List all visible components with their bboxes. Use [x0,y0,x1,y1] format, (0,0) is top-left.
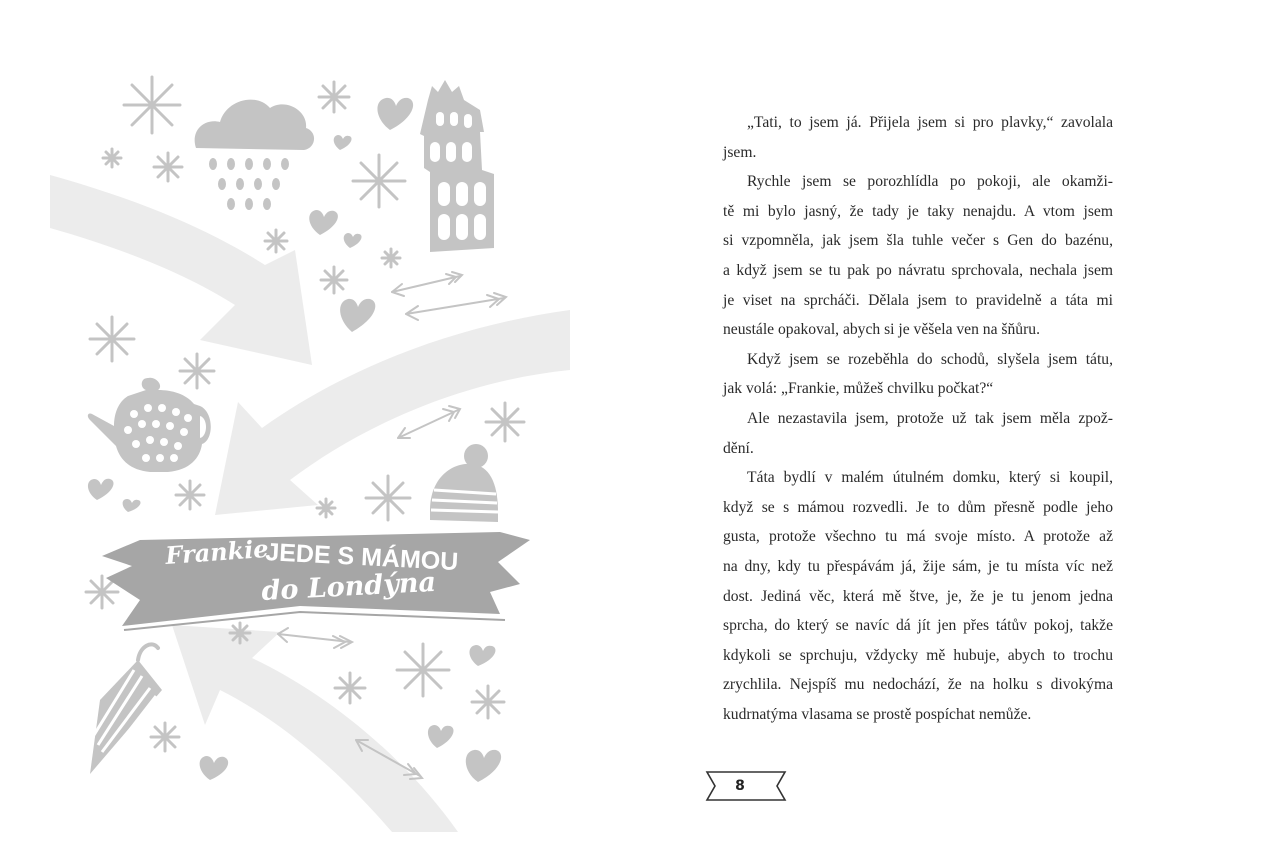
snowflake-icon [353,155,405,207]
text-line: si vzpomněla, jak jsem šla tuhle večer s Gen do bazénu, [723,232,1113,250]
text-line: Táta bydlí v malém útulném domku, který si koupil, [747,469,1113,487]
text-line: když se s mámou rozvedli. Je to dům přesně podle jeho [723,498,1113,516]
heart-icon [200,756,229,780]
snowflake-icon [366,476,410,520]
text-line: sprcha, do který se navíc dá jít jen přes tátův pokoj, takže [723,617,1113,635]
building-icon [420,80,494,252]
text-line: neustále opakoval, abych si je věšela ven na šňůru. [723,321,1040,339]
heart-icon [469,645,495,666]
text-line: tě mi bylo jasný, že tady je taky nenajdu. A vtom jsem [723,202,1113,220]
text-page [631,0,1262,866]
text-line: „Tati, to jsem já. Přijela jsem si pro plavky,“ zavolala [747,114,1113,131]
text-line: na dny, kdy tu přespávám já, žije sám, je tu místa víc než [723,557,1113,575]
umbrella-icon [90,644,162,774]
heart-icon [334,135,352,150]
snowflake-icon [180,354,214,388]
snowflake-icon [486,403,524,441]
text-line: kudrnatýma vlasama se prostě pospíchat nemůže. [723,705,1032,723]
text-line: jak volá: „Frankie, můžeš chvilku počkat?“ [723,380,994,398]
big-arrow-bottom [172,625,458,832]
text-line: gusta, protože všechno tu má svoje místo. A protože až [723,528,1113,546]
snowflake-icon [472,686,504,718]
snowflake-icon [321,267,347,293]
text-line: Rychle jsem se porozhlídla po pokoji, ale okamži- [747,173,1113,191]
snowflake-icon [176,481,204,509]
text-line: dost. Jediná věc, která mě štve, je, že je tu jenom jedna [723,587,1113,605]
heart-icon [466,750,501,782]
rain-cloud-icon [195,100,314,210]
snowflake-icon [317,499,335,517]
heart-icon [428,725,454,748]
banner-word-jede: JEDE S MÁMOU [264,538,459,577]
text-line: dění. [723,439,754,457]
small-arrow-icon [406,293,506,320]
small-arrow-icon [392,272,462,296]
snowflake-icon [154,153,182,181]
heart-icon [123,499,141,512]
winter-hat-icon [430,444,498,522]
banner-word-do-londyna: do Londýna [260,566,437,607]
snowflake-icon [397,644,449,696]
text-line: Ale nezastavila jsem, protože už tak jsem měla zpož- [747,409,1113,427]
heart-icon [309,210,338,235]
raindrops [209,158,289,210]
page-number-tag [705,770,787,802]
text-line: kdykoli se sprchuju, vždycky mě hubuje, abych to trochu [723,646,1113,664]
big-arrow-top [50,175,312,365]
snowflake-icon [103,149,121,167]
text-line: zrychlila. Nejspíš mu nedochází, že na holku s divokýma [723,676,1113,694]
small-arrow-icon [278,628,352,648]
heart-icon [88,479,114,500]
text-line: Když jsem se rozeběhla do schodů, slyšela jsem tátu, [747,350,1113,368]
text-line: je viset na sprcháči. Dělala jsem to pravidelně a táta mi [723,291,1113,309]
heart-icon [344,233,362,248]
snowflake-icon [90,317,134,361]
teapot-icon [88,378,211,472]
chapter-banner [102,532,530,630]
body-text [723,108,1113,729]
heart-icon [340,299,375,332]
text-line: jsem. [723,143,757,161]
snowflake-icon [151,723,179,751]
snowflake-icon [335,673,365,703]
snowflake-icon [382,249,400,267]
heart-icon [377,98,413,130]
snowflake-icon [319,82,349,112]
snowflake-icon [124,77,180,133]
snowflake-icon [265,230,287,252]
banner-word-frankie: Frankie [164,533,270,570]
snowflake-icon [230,623,250,643]
page-number: 8 [735,778,745,794]
text-line: a když jsem se tu pak po návratu sprchovala, nechala jsem [723,261,1113,279]
